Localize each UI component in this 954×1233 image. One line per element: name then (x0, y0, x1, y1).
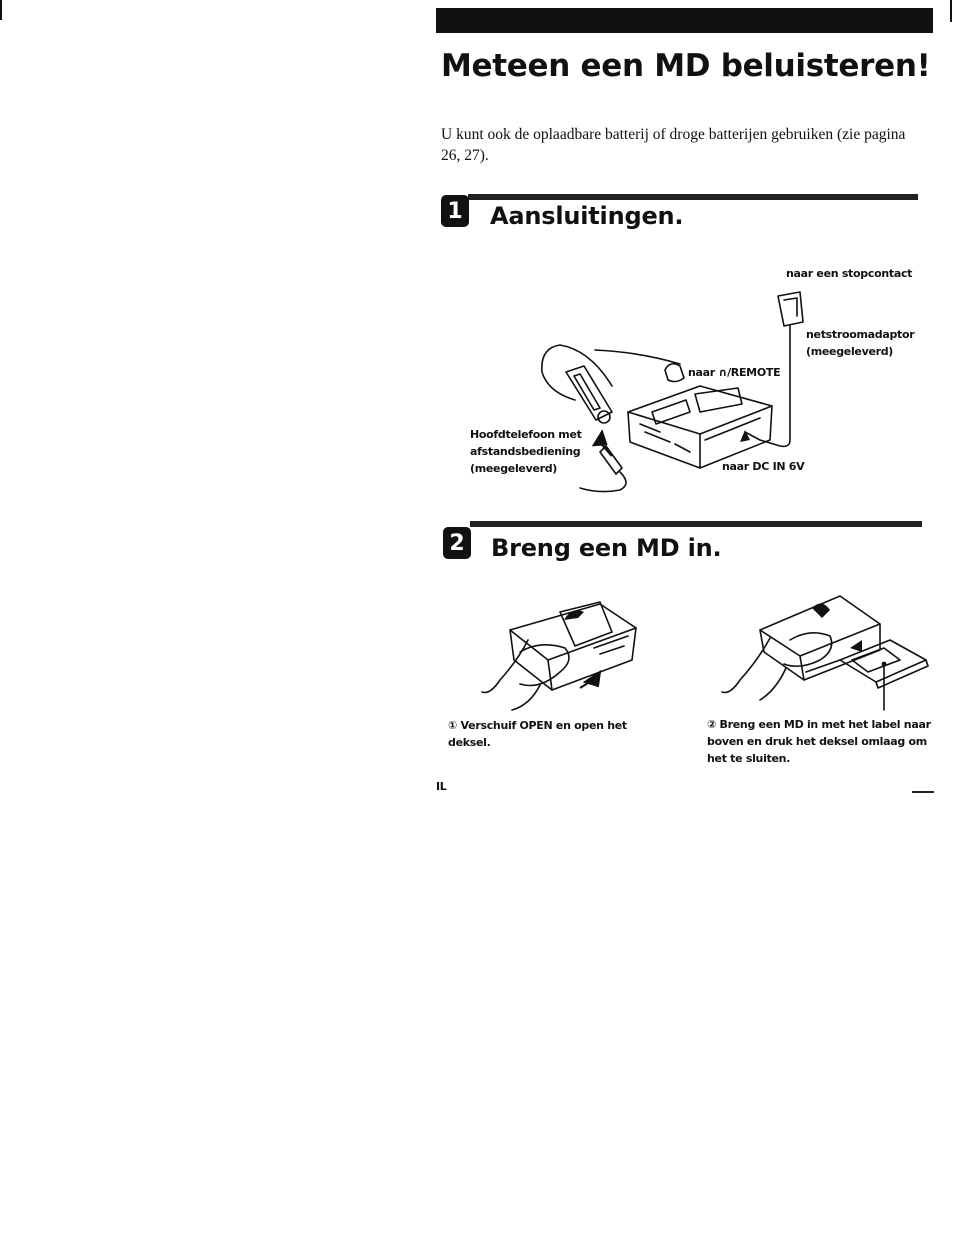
section-title-connections: Aansluitingen. (490, 202, 684, 230)
step-instruction-1 (448, 717, 658, 751)
footer-rule (912, 791, 934, 793)
label-headphones-line: (meegeleverd) (470, 462, 558, 475)
label-headphones-line: afstandsbediening (470, 445, 581, 458)
step-number: 1 (447, 198, 463, 224)
page-title: Meteen een MD beluisteren! (441, 48, 931, 84)
label-remote-prefix: naar (688, 366, 719, 379)
step-marker: ① (448, 719, 458, 732)
label-outlet: naar een stopcontact (786, 267, 913, 280)
step-number: 2 (449, 530, 465, 556)
headphone-icon: ∩ (718, 366, 728, 379)
label-remote-suffix: /REMOTE (727, 366, 781, 379)
page-id: IL (436, 780, 447, 793)
label-headphones-line: Hoofdtelefoon met (470, 428, 582, 441)
step-text: Verschuif OPEN en open het deksel. (448, 719, 627, 749)
step-marker: ② (707, 718, 717, 731)
step-instruction-2 (707, 716, 932, 767)
label-adaptor-line: (meegeleverd) (806, 345, 894, 358)
label-adaptor-line: netstroomadaptor (806, 328, 915, 341)
intro-paragraph: U kunt ook de oplaadbare batterij of droge batterijen gebruiken (zie pagina 26, 27). (441, 126, 906, 164)
label-dc-in: naar DC IN 6V (722, 460, 805, 473)
section-title-insert-md: Breng een MD in. (491, 534, 722, 562)
step-text: Breng een MD in met het label naar boven en druk het deksel omlaag om het te sluiten. (707, 718, 931, 765)
